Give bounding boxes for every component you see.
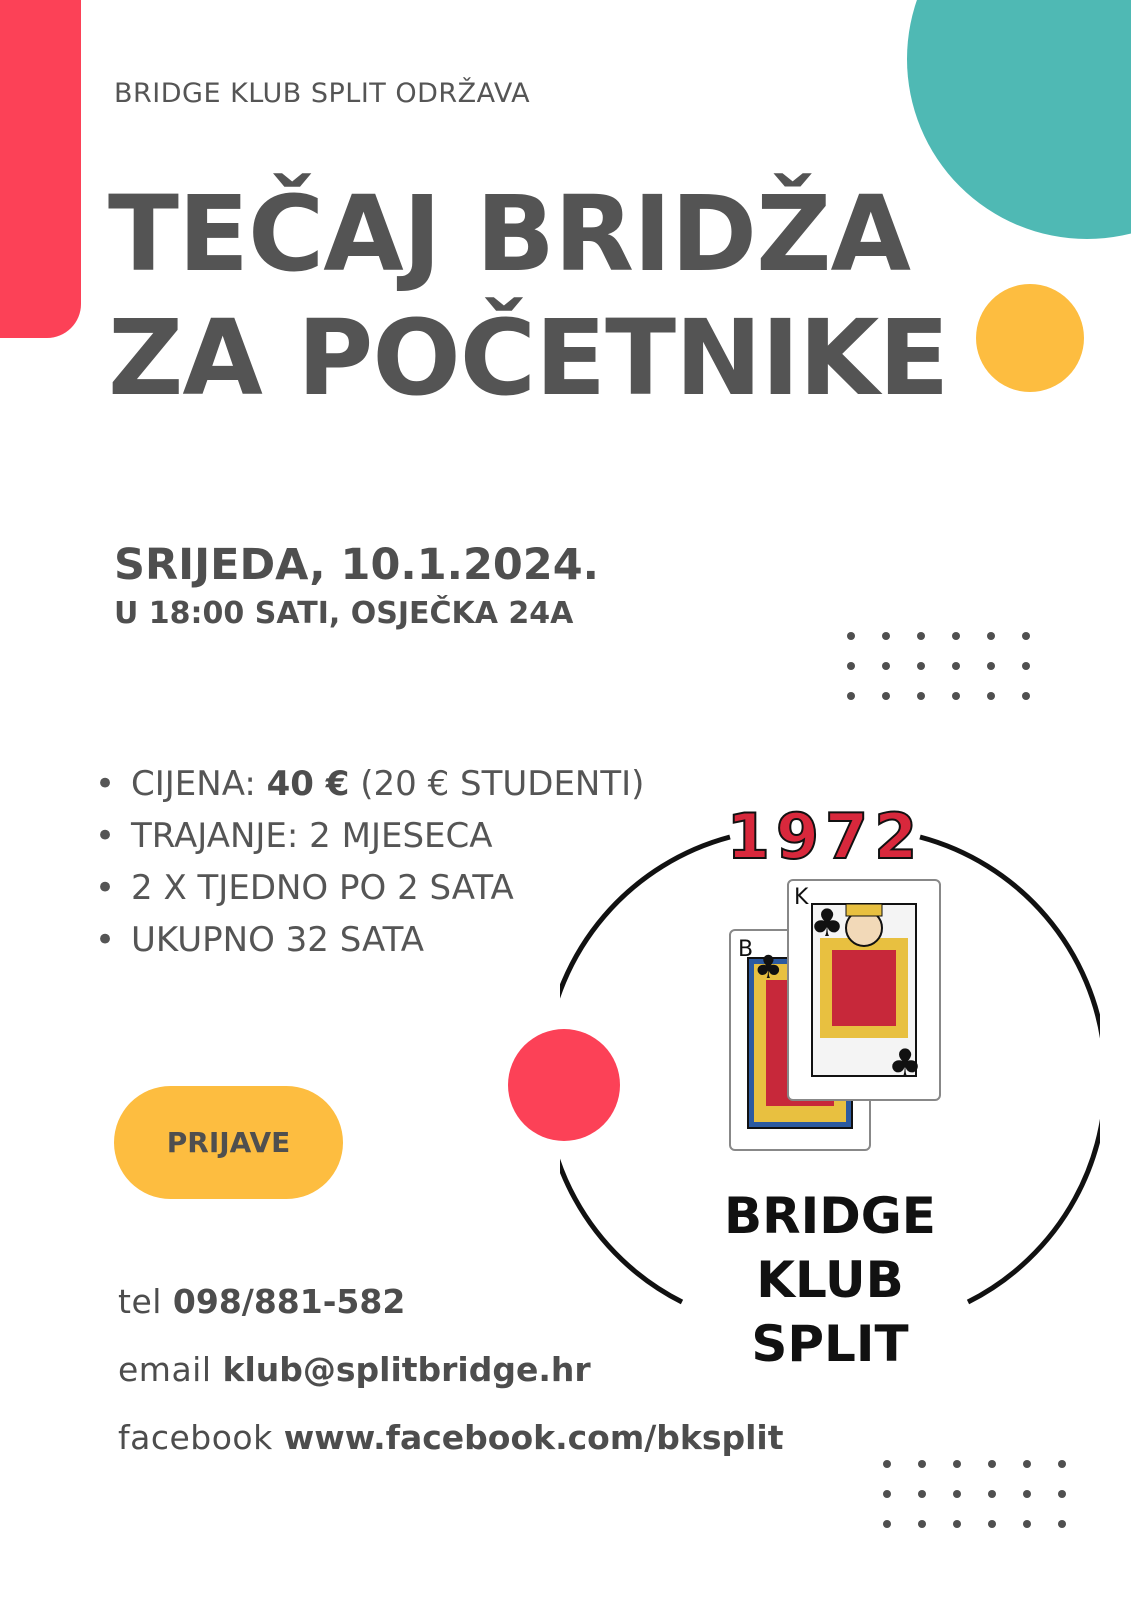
dot <box>1022 662 1030 670</box>
pretitle: BRIDGE KLUB SPLIT ODRŽAVA <box>114 78 531 109</box>
list-item-total: • UKUPNO 32 SATA <box>95 914 644 966</box>
dot <box>883 1490 891 1498</box>
dot <box>1023 1490 1031 1498</box>
dot <box>918 1490 926 1498</box>
dot <box>988 1520 996 1528</box>
facebook-link[interactable]: www.facebook.com/bksplit <box>283 1418 784 1457</box>
dot <box>1058 1460 1066 1468</box>
club-icon: ♣ <box>810 901 845 945</box>
dot <box>1022 692 1030 700</box>
list-item-schedule: • 2 X TJEDNO PO 2 SATA <box>95 862 644 914</box>
dot <box>988 1460 996 1468</box>
dot <box>883 1520 891 1528</box>
contact-phone: tel 098/881-582 <box>118 1282 406 1321</box>
club-icon: ♣ <box>754 948 783 986</box>
dot <box>883 1460 891 1468</box>
dot-grid-decoration <box>847 632 1030 700</box>
card-front-rank: K <box>794 885 809 910</box>
dot-grid-decoration-bottom <box>883 1460 1066 1528</box>
dot <box>847 632 855 640</box>
dot <box>952 632 960 640</box>
dot <box>917 662 925 670</box>
dot <box>847 662 855 670</box>
dot <box>953 1460 961 1468</box>
title-line-2: ZA POČETNIKE <box>108 297 949 419</box>
list-item-price: • CIJENA: 40 € (20 € STUDENTI) <box>95 758 644 810</box>
logo-year: 1972 <box>726 800 924 873</box>
dot <box>952 662 960 670</box>
dot <box>987 692 995 700</box>
dot <box>882 692 890 700</box>
contact-email: email klub@splitbridge.hr <box>118 1350 591 1389</box>
dot <box>882 662 890 670</box>
club-icon: ♣ <box>888 1041 923 1085</box>
list-item-duration: • TRAJANJE: 2 MJESECA <box>95 810 644 862</box>
red-corner-shape <box>0 0 81 338</box>
prijave-button[interactable]: PRIJAVE <box>114 1086 343 1199</box>
logo-wordmark: BRIDGE KLUB SPLIT <box>724 1187 936 1373</box>
dot <box>953 1520 961 1528</box>
dot <box>918 1460 926 1468</box>
dot <box>917 632 925 640</box>
dot <box>1023 1460 1031 1468</box>
dot <box>918 1520 926 1528</box>
card-front-king <box>788 880 940 1100</box>
event-time-place: U 18:00 SATI, OSJEČKA 24A <box>114 596 574 631</box>
dot <box>847 692 855 700</box>
dot <box>1022 632 1030 640</box>
page-title <box>108 172 948 420</box>
dot <box>987 662 995 670</box>
dot <box>917 692 925 700</box>
phone-number[interactable]: 098/881-582 <box>172 1282 406 1321</box>
red-circle-decoration <box>508 1029 620 1141</box>
dot <box>882 632 890 640</box>
title-line-1: TEČAJ BRIDŽA <box>108 173 910 295</box>
contact-facebook: facebook www.facebook.com/bksplit <box>118 1418 784 1457</box>
yellow-circle-decoration <box>976 284 1084 392</box>
event-date: SRIJEDA, 10.1.2024. <box>114 540 599 590</box>
dot <box>1023 1520 1031 1528</box>
dot <box>952 692 960 700</box>
email-link[interactable]: klub@splitbridge.hr <box>222 1350 591 1389</box>
card-back-rank: B <box>738 937 754 962</box>
dot <box>1058 1490 1066 1498</box>
dot <box>987 632 995 640</box>
dot <box>1058 1520 1066 1528</box>
price-value: 40 € <box>266 764 350 804</box>
dot <box>953 1490 961 1498</box>
dot <box>988 1490 996 1498</box>
